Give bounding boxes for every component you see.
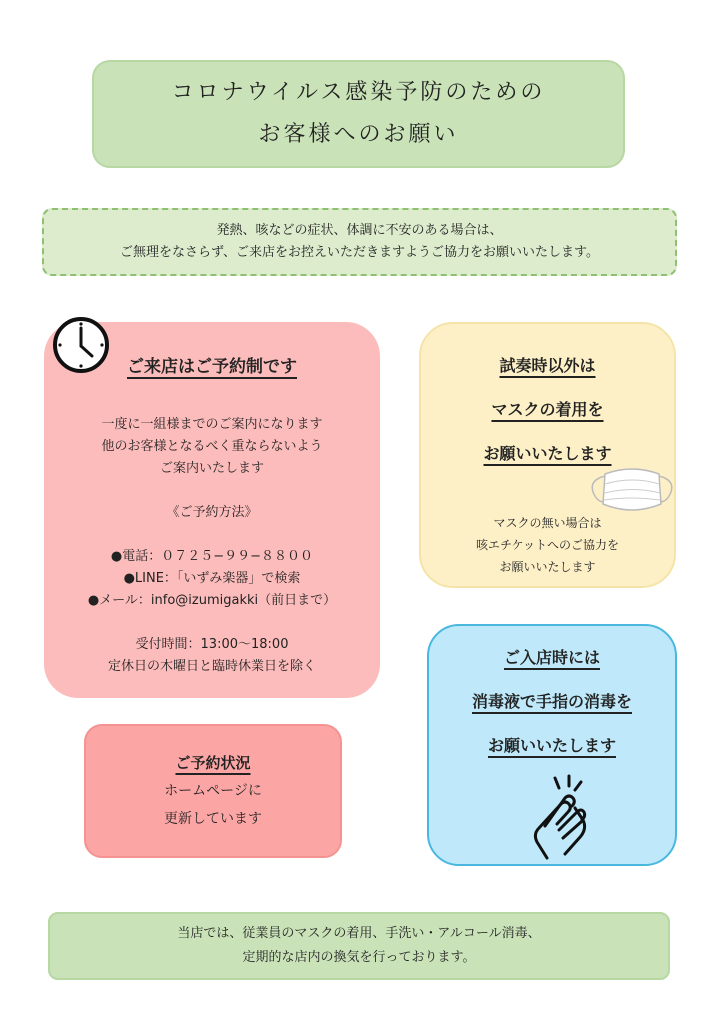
hand-rub-icon (525, 774, 595, 860)
disinfect-heading-line-1: ご入店時には (503, 648, 600, 667)
mask-heading-line-2: マスクの着用を (491, 400, 604, 419)
reservation-panel (44, 322, 380, 698)
reservation-body (44, 414, 380, 678)
mask-subtext (421, 512, 674, 578)
reservation-phone: ●電話：０７２５−９９−８８００ (110, 549, 314, 564)
mask-heading-line-1: 試奏時以外は (499, 356, 596, 375)
status-line-1: ホームページに (164, 783, 262, 799)
title-line-2: お客様へのお願い (258, 122, 459, 147)
mask-heading (421, 344, 674, 476)
status-heading: ご予約状況 (175, 754, 251, 772)
disinfect-heading (429, 636, 675, 768)
reservation-line: ●LINE：「いずみ楽器」で検索 (123, 571, 301, 586)
clock-icon (52, 316, 110, 374)
reservation-closed: 定休日の木曜日と臨時休業日を除く (107, 659, 316, 674)
mask-sub-line-3: お願いいたします (499, 560, 596, 574)
status-line-2: 更新しています (164, 811, 262, 827)
face-mask-icon (587, 462, 677, 518)
reservation-intro-2: 他のお客様となるべく重ならないよう (101, 439, 323, 454)
disinfect-panel (427, 624, 677, 866)
mask-sub-line-1: マスクの無い場合は (493, 516, 602, 530)
title-banner (92, 60, 625, 168)
footer-line-2: 定期的な店内の換気を行っております。 (242, 950, 476, 965)
reservation-intro-1: 一度に一組様までのご案内になります (101, 417, 323, 432)
staff-measures-footer (48, 912, 670, 980)
disinfect-heading-line-3: お願いいたします (487, 736, 616, 755)
notice-line-2: ご無理をなさらず、ご来店をお控えいただきますようご協力をお願いいたします。 (120, 245, 599, 260)
symptom-notice (42, 208, 677, 276)
mask-heading-line-3: お願いいたします (483, 444, 612, 463)
title-line-1: コロナウイルス感染予防のための (171, 80, 546, 105)
reservation-status-panel (84, 724, 342, 858)
reservation-email: ●メール：info@izumigakki（前日まで） (87, 593, 337, 608)
mask-sub-line-2: 咳エチケットへのご協力を (476, 538, 619, 552)
reservation-heading: ご来店はご予約制です (127, 357, 297, 377)
notice-line-1: 発熱、咳などの症状、体調に不安のある場合は、 (216, 223, 503, 238)
footer-line-1: 当店では、従業員のマスクの着用、手洗い・アルコール消毒、 (177, 926, 541, 941)
reservation-hours: 受付時間：13:00〜18:00 (135, 637, 289, 652)
reservation-method-label: 《ご予約方法》 (166, 505, 258, 520)
disinfect-heading-line-2: 消毒液で手指の消毒を (471, 692, 632, 711)
mask-panel (419, 322, 676, 588)
reservation-intro-3: ご案内いたします (159, 461, 264, 476)
